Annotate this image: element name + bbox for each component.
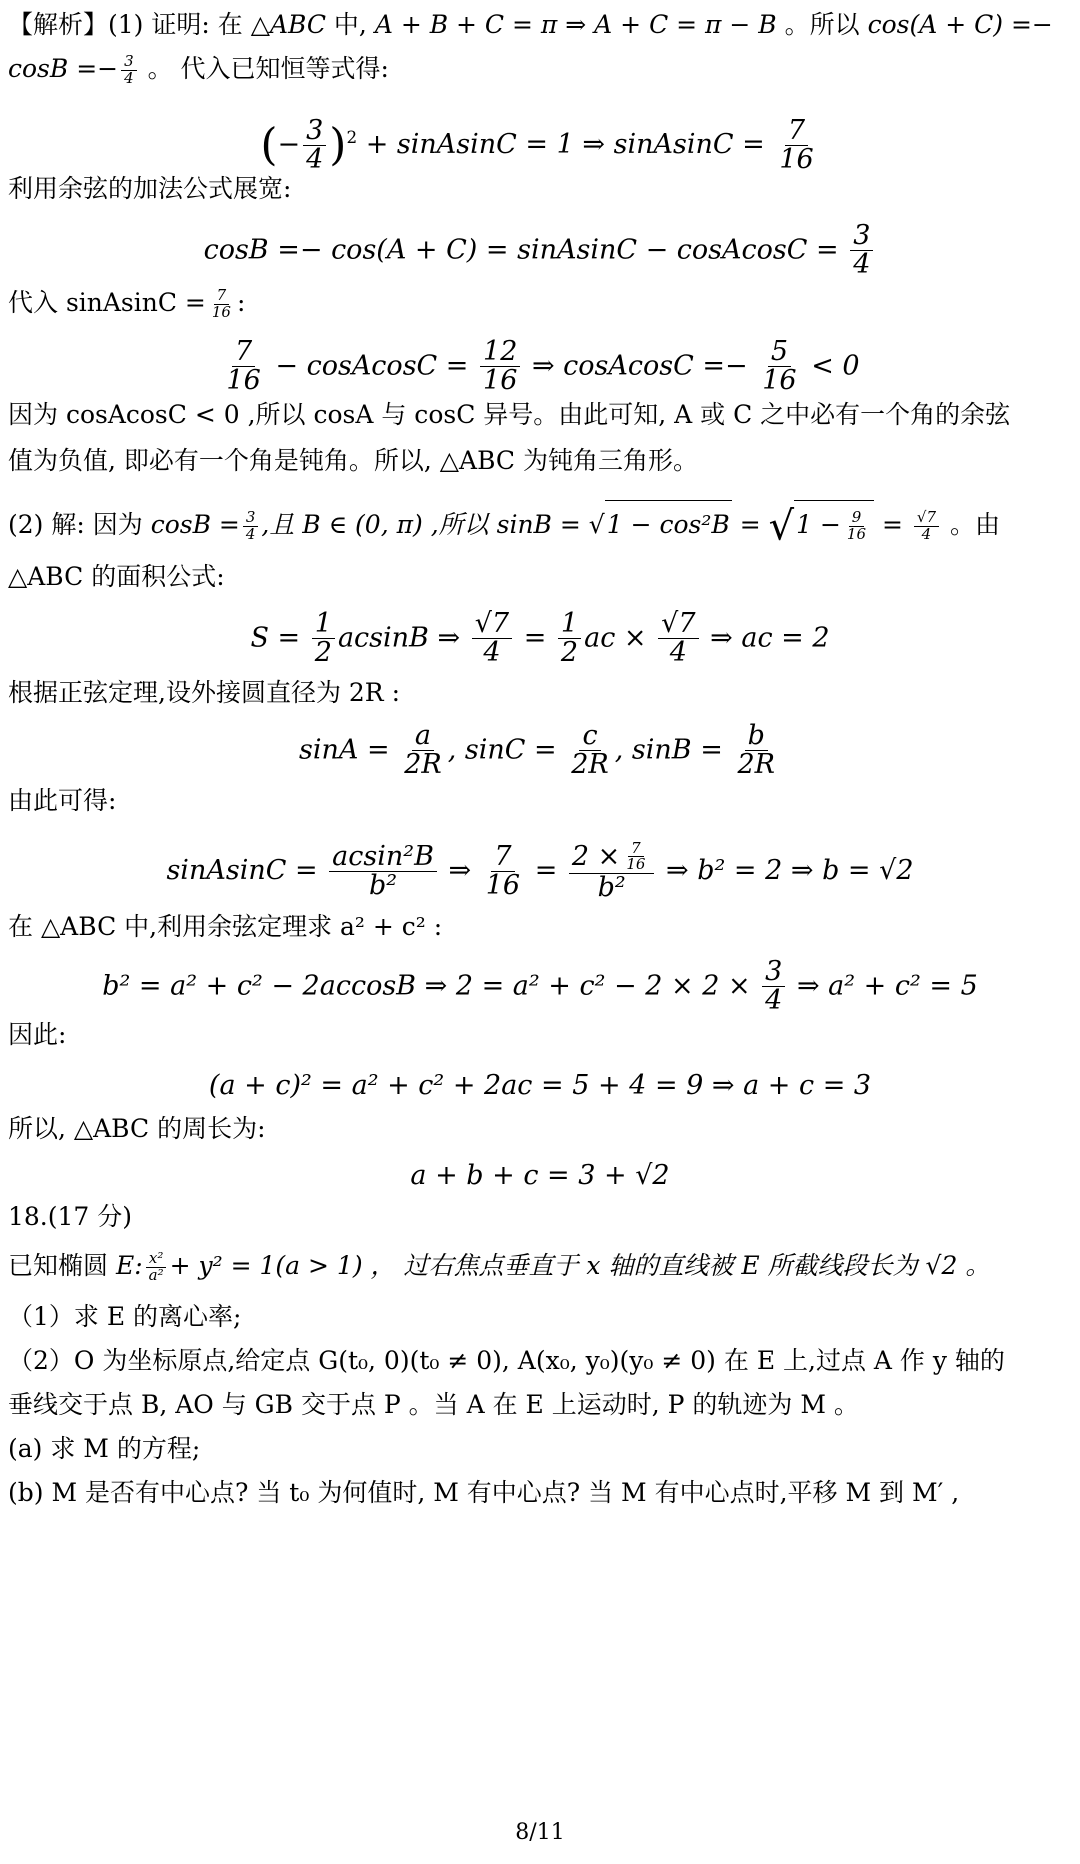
text-sine-law: 根据正弦定理,设外接圆直径为 2R :: [8, 678, 400, 707]
solution-line-1: 【解析】(1) 证明: 在 △ABC 中, A + B + C = π ⇒ A + C = π − B 。所以 cos(A + C) =−: [8, 10, 1053, 39]
equation-9: a + b + c = 3 + √2: [410, 1160, 670, 1191]
problem-18-given: 已知椭圆 E: $\frac{\text{x²}}{\text{a²}}$ + y² = 1(a > 1) ， 过右焦点垂直于 x 轴的直线被 E 所截线段长为 √2 。: [8, 1249, 991, 1284]
equation-3: $\frac{7}{16}$ − cosAcosC = $\frac{12}{16}$ ⇒ cosAcosC =− $\frac{5}{16}$ < 0: [226, 336, 860, 397]
part2-line: (2) 解: 因为 cosB = $\frac{3}{4}$ ,且 B ∈ (0, π) ,所以 sinB = √1 − cos²B = √1 − $\frac{9}{16}$ = $\frac{√7}{4}$ 。由: [8, 500, 1066, 548]
conclusion-line-1: 因为 cosAcosC < 0 ,所以 cosA 与 cosC 异号。由此可知, A 或 C 之中必有一个角的余弦: [8, 400, 1011, 429]
fraction: $\frac{3}{4}$: [121, 54, 137, 87]
equation-7: b² = a² + c² − 2accosB ⇒ 2 = a² + c² − 2 × 2 × $\frac{3}{4}$ ⇒ a² + c² = 5: [102, 956, 978, 1017]
equation-5: sinA = $\frac{a}{2R}$ , sinC = $\frac{c}{2R}$ , sinB = $\frac{b}{2R}$: [299, 720, 775, 781]
equation-2: cosB =− cos(A + C) = sinAsinC − cosAcosC = $\frac{3}{4}$: [0, 222, 1080, 272]
problem-18-qa: (a) 求 M 的方程;: [8, 1434, 201, 1463]
problem-18-heading: 18.(17 分): [8, 1202, 133, 1231]
text-therefore: 因此:: [8, 1020, 67, 1049]
equation-6: sinAsinC = $\frac{\text{acsin²B}}{\text{b²}}$ ⇒ $\frac{7}{16}$ = 2 × $\frac{7}{16}$ b² ⇒ b² = 2 ⇒ b = √2: [166, 838, 914, 904]
header-bracket: 【解析】: [8, 10, 109, 39]
text-area: △ABC 的面积公式:: [8, 562, 225, 591]
text-perimeter: 所以, △ABC 的周长为:: [8, 1114, 266, 1143]
problem-18-qb: (b) M 是否有中心点? 当 t₀ 为何值时, M 有中心点? 当 M 有中心点时,平移 M 到 M′ ,: [8, 1478, 960, 1507]
solution-line-2: cosB =− $\frac{3}{4}$ 。 代入已知恒等式得:: [8, 52, 389, 87]
equation-4: S = $\frac{1}{2}$ acsinB ⇒ $\frac{√7}{4}$ = $\frac{1}{2}$ ac × $\frac{√7}{4}$ ⇒ ac = 2: [250, 608, 830, 669]
problem-18-q2-line-2: 垂线交于点 B, AO 与 GB 交于点 P 。当 A 在 E 上运动时, P 的轨迹为 M 。: [8, 1390, 859, 1419]
problem-18-q1: （1）求 E 的离心率;: [8, 1302, 242, 1331]
text-expand: 利用余弦的加法公式展宽:: [8, 174, 292, 203]
text-thus: 由此可得:: [8, 786, 117, 815]
text-substitute: 代入 sinAsinC = $\frac{7}{16}$ :: [8, 286, 246, 321]
equation-1: (− $\frac{3}{4}$ )$^2$ + sinAsinC = 1 ⇒ sinAsinC = $\frac{7}{16}$: [260, 114, 814, 175]
problem-18-q2-line-1: （2）O 为坐标原点,给定点 G(t₀, 0)(t₀ ≠ 0), A(x₀, y₀)(y₀ ≠ 0) 在 E 上,过点 A 作 y 轴的: [8, 1346, 1005, 1375]
equation-8: (a + c)² = a² + c² + 2ac = 5 + 4 = 9 ⇒ a + c = 3: [208, 1070, 872, 1101]
page-number: 8/11: [515, 1820, 565, 1845]
text-cosine-law: 在 △ABC 中,利用余弦定理求 a² + c² :: [8, 912, 443, 941]
conclusion-line-2: 值为负值, 即必有一个角是钝角。所以, △ABC 为钝角三角形。: [8, 446, 698, 475]
